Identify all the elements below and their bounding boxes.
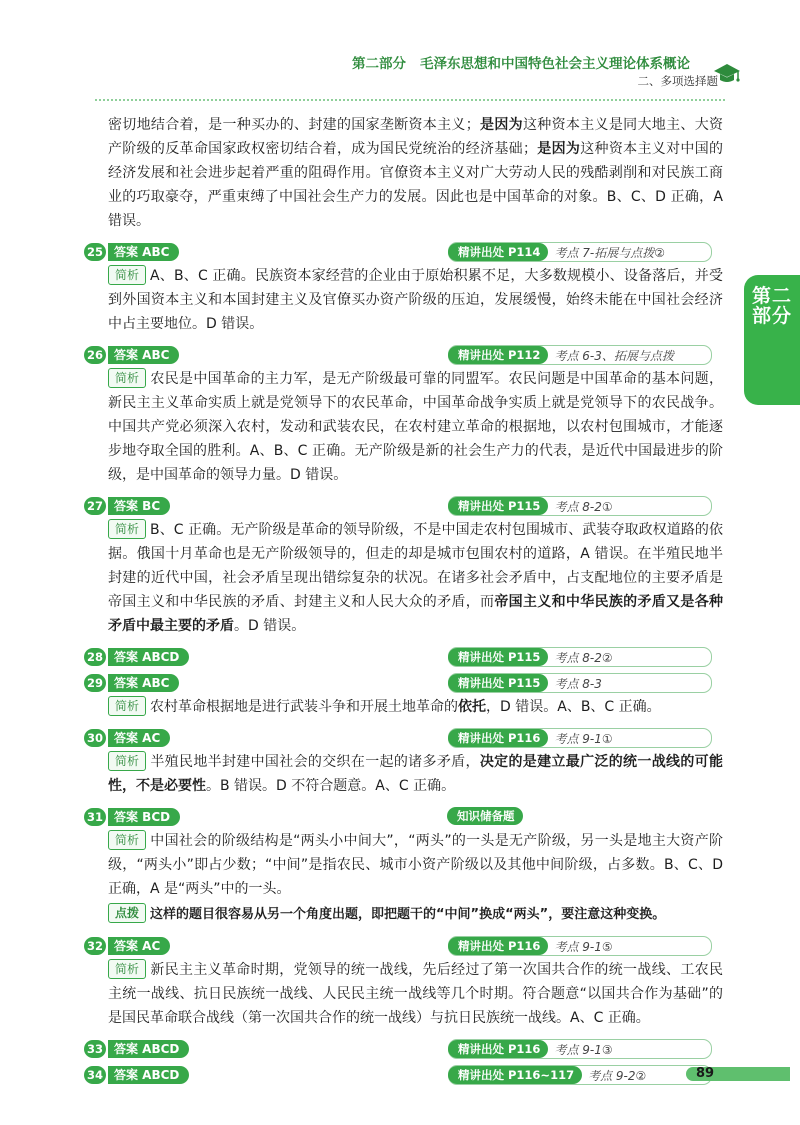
reference-tag: 精讲出处 P115	[448, 648, 548, 666]
reference-point: 考点 8-3	[554, 676, 602, 691]
page-number: 89	[686, 1067, 790, 1081]
intro-text-2: 这种资本主义是同大地主、大资产阶级的反革命国家政权密切结合着，成为国民党统治的经济基础；	[108, 117, 724, 157]
question-25-row	[86, 242, 723, 262]
question-number: 26	[84, 346, 106, 364]
question-34-row	[86, 1065, 723, 1085]
question-27-row	[86, 496, 723, 516]
reference-box	[448, 936, 712, 956]
question-number: 29	[84, 674, 106, 692]
answer-tag: 答案 ABCD	[108, 1066, 189, 1084]
question-number: 28	[84, 648, 106, 666]
question-33-row	[86, 1039, 723, 1059]
question-number: 33	[84, 1040, 106, 1058]
analysis-end: ，D 错误。A、B、C 正确。	[486, 699, 661, 715]
question-26-row	[86, 345, 723, 365]
question-32-row	[86, 936, 723, 956]
brief-label: 简析	[108, 265, 146, 285]
answer-content	[86, 113, 724, 1087]
question-29-row	[86, 673, 723, 693]
reference-point: 考点 8-2②	[554, 650, 613, 665]
analysis-end: 。B 错误。D 不符合题意。A、C 正确。	[206, 778, 456, 794]
side-tab-part-two: 第二部分	[744, 275, 800, 405]
tip-text: 这样的题目很容易从另一个角度出题，即把题干的“中间”换成“两头”，要注意这种变换。	[150, 907, 666, 922]
answer-tag: 答案 ABC	[108, 243, 179, 261]
reference-point: 考点 7-拓展与点拨②	[554, 245, 665, 260]
reference-box	[448, 728, 712, 748]
analysis-text: 农民是中国革命的主力军，是无产阶级最可靠的同盟军。农民问题是中国革命的基本问题，新民主主义革命实质上就是党领导下的农民革命，中国革命战争实质上就是党领导下的农民战争。中国共产党必须深入农村，发动和武装农民，在农村建立革命的根据地，以农村包围城市，才能逐步地夺取全国的胜利。A、B、C 正确。无产阶级是新的社会生产力的代表，是近代中国最进步的阶级，是中国革命的领导力量。D 错误。	[108, 371, 723, 483]
header-book-title: 毛泽东思想和中国特色社会主义理论体系概论	[420, 56, 690, 72]
reference-tag: 精讲出处 P116	[448, 729, 548, 747]
reference-tag: 精讲出处 P116	[448, 937, 548, 955]
running-header	[352, 52, 712, 72]
reference-box	[448, 1065, 712, 1085]
question-number: 34	[84, 1066, 106, 1084]
analysis-text: 中国社会的阶级结构是“两头小中间大”，“两头”的一头是无产阶级，另一头是地主大资产阶级，“两头小”即占少数；“中间”是指农民、城市小资产阶级以及其他中间阶级，占多数。B、C、D 正确，A 是“两头”中的一头。	[108, 833, 723, 897]
reference-point: 考点 6-3、拓展与点拨	[554, 348, 674, 363]
brief-label: 简析	[108, 751, 146, 771]
intro-paragraph	[108, 113, 723, 233]
analysis-text: 半殖民地半封建中国社会的交织在一起的诸多矛盾，	[150, 754, 480, 770]
analysis-31	[108, 829, 723, 901]
analysis-bold: 帝国主义和中华民族的矛盾又是各种矛盾中最主要的矛盾	[108, 594, 724, 634]
analysis-27	[108, 518, 723, 638]
question-number: 27	[84, 497, 106, 515]
question-number: 31	[84, 808, 106, 826]
answer-tag: 答案 BC	[108, 497, 170, 515]
header-part: 第二部分	[352, 56, 406, 72]
brief-label: 简析	[108, 959, 146, 979]
answer-tag: 答案 ABCD	[108, 648, 189, 666]
analysis-bold: 决定的是建立最广泛的统一战线的可能性，不是必要性	[108, 754, 724, 794]
intro-text-3: 这种资本主义对中国的经济发展和社会进步起着严重的阻碍作用。官僚资本主义对广大劳动人民的残酷剥削和对民族工商业的巧取豪夺，严重束缚了中国社会生产力的发展。因此也是中国革命的对象。B、C、D 正确，A 错误。	[108, 141, 724, 229]
reference-tag: 精讲出处 P115	[448, 497, 548, 515]
intro-text-1: 密切地结合着，是一种买办的、封建的国家垄断资本主义；	[108, 117, 480, 133]
analysis-end: 。D 错误。	[234, 618, 306, 634]
analysis-32	[108, 958, 723, 1030]
reference-box	[448, 647, 712, 667]
tip-label: 点拨	[108, 903, 146, 923]
question-28-row	[86, 647, 723, 667]
knowledge-tag: 知识储备题	[447, 807, 523, 825]
header-divider	[95, 99, 725, 101]
brief-label: 简析	[108, 519, 146, 539]
analysis-text: 农村革命根据地是进行武装斗争和开展土地革命的	[150, 699, 459, 715]
reference-tag: 精讲出处 P116	[448, 1040, 548, 1058]
reference-tag: 精讲出处 P116~117	[448, 1066, 582, 1084]
intro-bold-2: 是因为	[536, 141, 581, 157]
reference-tag: 精讲出处 P112	[448, 346, 548, 364]
reference-tag: 精讲出处 P114	[448, 243, 548, 261]
reference-point: 考点 8-2①	[554, 499, 613, 514]
question-30-row	[86, 728, 723, 748]
answer-tag: 答案 ABCD	[108, 1040, 189, 1058]
brief-label: 简析	[108, 830, 146, 850]
reference-box	[448, 1039, 712, 1059]
answer-tag: 答案 AC	[108, 937, 170, 955]
analysis-text: A、B、C 正确。民族资本家经营的企业由于原始积累不足，大多数规模小、设备落后，并受到外国资本主义和本国封建主义及官僚买办资产阶级的压迫，发展缓慢，始终未能在中国社会经济中占主要地位。D 错误。	[108, 268, 723, 332]
reference-point: 考点 9-1⑤	[554, 939, 613, 954]
analysis-25	[108, 264, 723, 336]
analysis-26	[108, 367, 723, 487]
answer-tag: 答案 ABC	[108, 674, 179, 692]
reference-point: 考点 9-1③	[554, 1042, 613, 1057]
answer-tag: 答案 AC	[108, 729, 170, 747]
brief-label: 简析	[108, 696, 146, 716]
reference-point: 考点 9-2②	[588, 1068, 647, 1083]
brief-label: 简析	[108, 368, 146, 388]
header-section: 二、多项选择题	[637, 74, 718, 88]
analysis-text: B、C 正确。无产阶级是革命的领导阶级，不是中国走农村包围城市、武装夺取政权道路的依据。俄国十月革命也是无产阶级领导的，但走的却是城市包围农村的道路，A 错误。在半殖民地半封建的近代中国，社会矛盾呈现出错综复杂的状况。在诸多社会矛盾中，占支配地位的主要矛盾是帝国主义和中华民族的矛盾、封建主义和人民大众的矛盾，而	[108, 522, 723, 610]
question-number: 30	[84, 729, 106, 747]
reference-box	[448, 673, 712, 693]
reference-point: 考点 9-1①	[554, 731, 613, 746]
reference-box	[448, 496, 712, 516]
question-number: 25	[84, 243, 106, 261]
analysis-29	[108, 695, 723, 719]
reference-box	[448, 242, 712, 262]
intro-bold-1: 是因为	[479, 117, 523, 133]
question-31-row	[86, 807, 723, 827]
analysis-bold: 依托	[458, 699, 487, 715]
reference-tag: 精讲出处 P115	[448, 674, 548, 692]
reference-box	[448, 345, 712, 365]
graduation-cap-icon	[713, 62, 741, 86]
reference-box	[448, 807, 523, 825]
analysis-text: 新民主主义革命时期，党领导的统一战线，先后经过了第一次国共合作的统一战线、工农民主统一战线、抗日民族统一战线、人民民主统一战线等几个时期。符合题意“以国共合作为基础”的是国民革命联合战线（第一次国共合作的统一战线）与抗日民族统一战线。A、C 正确。	[108, 962, 723, 1026]
question-number: 32	[84, 937, 106, 955]
analysis-30	[108, 750, 723, 798]
tip-31	[108, 903, 723, 927]
answer-tag: 答案 ABC	[108, 346, 179, 364]
answer-tag: 答案 BCD	[108, 808, 180, 826]
